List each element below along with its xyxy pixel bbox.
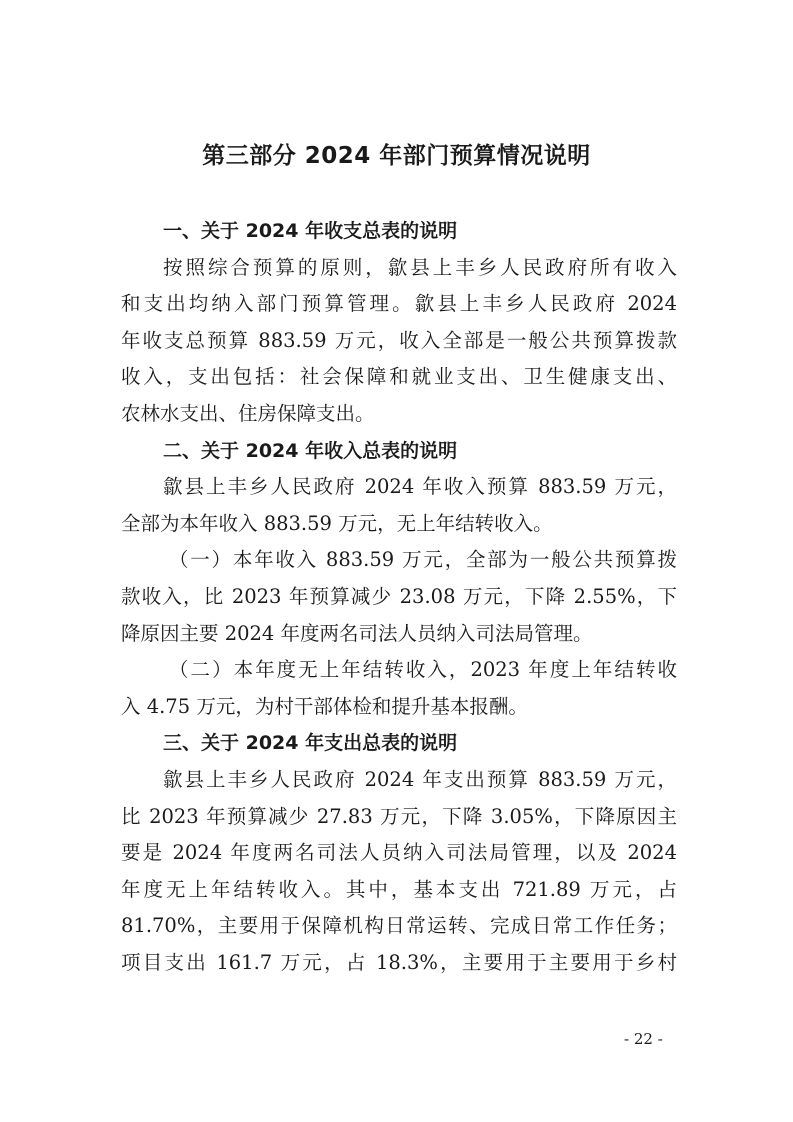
paragraph-line: 收入，支出包括：社会保障和就业支出、卫生健康支出、 — [121, 365, 677, 389]
section-heading-2: 二、关于 2024 年收入总表的说明 — [163, 439, 458, 462]
paragraph-line: 入 4.75 万元，为村干部体检和提升基本报酬。 — [121, 694, 528, 718]
paragraph-line: 农林水支出、住房保障支出。 — [121, 401, 375, 425]
paragraph-line: 全部为本年收入 883.59 万元，无上年结转收入。 — [121, 511, 553, 535]
page-title: 第三部分 2024 年部门预算情况说明 — [202, 143, 591, 169]
paragraph-line: 年度无上年结转收入。其中，基本支出 721.89 万元，占 — [121, 877, 677, 901]
paragraph-line: 要是 2024 年度两名司法人员纳入司法局管理，以及 2024 — [121, 841, 677, 865]
document-body — [121, 213, 677, 981]
paragraph-line: （二）本年度无上年结转收入，2023 年度上年结转收 — [169, 658, 677, 682]
paragraph-line: （一）本年收入 883.59 万元，全部为一般公共预算拨 — [169, 548, 677, 572]
paragraph-line: 降原因主要 2024 年度两名司法人员纳入司法局管理。 — [121, 621, 593, 645]
section-heading-1: 一、关于 2024 年收支总表的说明 — [163, 220, 458, 242]
section-heading-3: 三、关于 2024 年支出总表的说明 — [163, 732, 458, 755]
paragraph-line: 和支出均纳入部门预算管理。歙县上丰乡人民政府 2024 — [121, 292, 677, 316]
page-number: - 22 - — [624, 1030, 663, 1048]
paragraph-line: 按照综合预算的原则，歙县上丰乡人民政府所有收入 — [163, 255, 677, 279]
paragraph-line: 年收支总预算 883.59 万元，收入全部是一般公共预算拨款 — [121, 328, 677, 352]
paragraph-line: 项目支出 161.7 万元，占 18.3%，主要用于主要用于乡村 — [121, 950, 677, 974]
paragraph-line: 歙县上丰乡人民政府 2024 年收入预算 883.59 万元， — [163, 475, 677, 499]
paragraph-line: 比 2023 年预算减少 27.83 万元，下降 3.05%，下降原因主 — [121, 804, 677, 828]
paragraph-line: 款收入，比 2023 年预算减少 23.08 万元，下降 2.55%，下 — [121, 584, 677, 608]
paragraph-line: 歙县上丰乡人民政府 2024 年支出预算 883.59 万元， — [163, 767, 677, 791]
paragraph-line: 81.70%，主要用于保障机构日常运转、完成日常工作任务； — [121, 914, 677, 938]
